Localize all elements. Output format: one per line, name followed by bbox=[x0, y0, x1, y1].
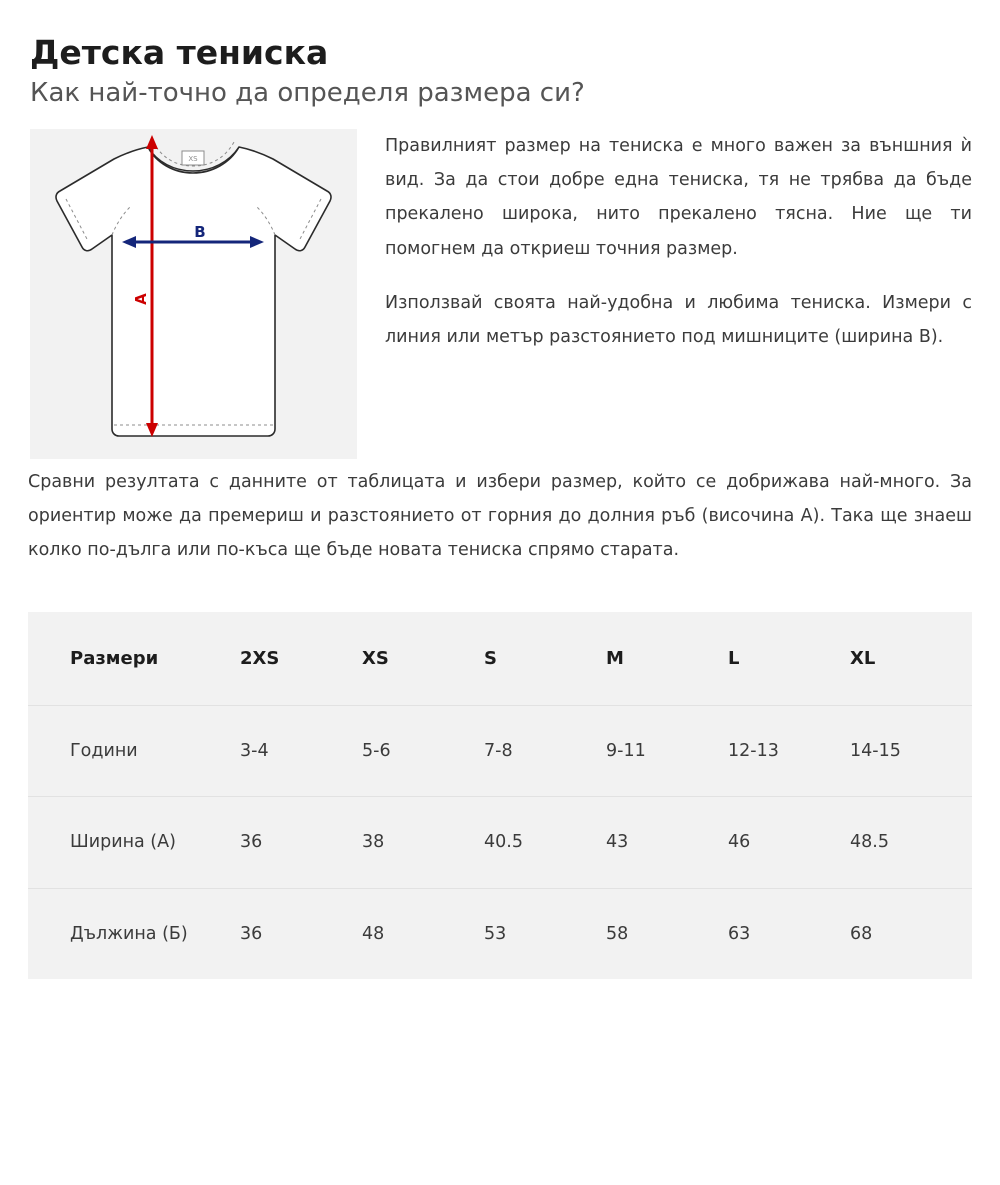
page-title: Детска тениска bbox=[30, 33, 329, 72]
table-row bbox=[28, 797, 972, 889]
cell-years-l: 12-13 bbox=[728, 705, 850, 797]
column-header-xs: XS bbox=[362, 612, 484, 706]
intro-paragraph-3: Сравни резултата с данните от таблицата и избери размер, който се добрижава най-много. За ориентир може да премериш и разстоянието от горния до долния ръб (височина А). Така ще знаеш колко по-дълга или по-къса ще бъде новата тениска спрямо старата. bbox=[28, 472, 972, 561]
size-table bbox=[28, 612, 972, 980]
tshirt-measure-diagram bbox=[30, 129, 357, 459]
cell-width-l: 46 bbox=[728, 797, 850, 889]
column-header-l: L bbox=[728, 612, 850, 706]
table-row bbox=[28, 888, 972, 979]
svg-text:XS: XS bbox=[188, 155, 198, 164]
intro-paragraph-2: Използвай своята най-удобна и любима тениска. Измери с линия или метър разстоянието под мишниците (ширина B). bbox=[385, 292, 972, 347]
intro-paragraph-1: Правилният размер на тениска е много важен за външния ѝ вид. За да стои добре една тениска, тя не трябва да бъде прекалено широка, нито прекалено тясна. Ние ще ти помогнем да откриеш точния размер. bbox=[385, 136, 972, 259]
tshirt-diagram-icon bbox=[30, 129, 357, 459]
page-subtitle: Как най-точно да определя размера си? bbox=[30, 77, 585, 108]
cell-length-xl: 68 bbox=[850, 888, 972, 979]
cell-length-l: 63 bbox=[728, 888, 850, 979]
cell-years-xl: 14-15 bbox=[850, 705, 972, 797]
cell-length-s: 53 bbox=[484, 888, 606, 979]
size-table-wrapper bbox=[28, 612, 972, 980]
width-label-b: B bbox=[194, 223, 206, 242]
cell-length-2xs: 36 bbox=[240, 888, 362, 979]
cell-length-xs: 48 bbox=[362, 888, 484, 979]
column-header-xl: XL bbox=[850, 612, 972, 706]
cell-width-xl: 48.5 bbox=[850, 797, 972, 889]
row-label-width: Ширина (А) bbox=[28, 797, 240, 889]
cell-width-xs: 38 bbox=[362, 797, 484, 889]
cell-years-2xs: 3-4 bbox=[240, 705, 362, 797]
cell-years-xs: 5-6 bbox=[362, 705, 484, 797]
bottom-spacer bbox=[28, 979, 972, 1019]
row-label-length: Дължина (Б) bbox=[28, 888, 240, 979]
size-table-body bbox=[28, 705, 972, 979]
intro-paragraphs bbox=[385, 129, 972, 354]
cell-length-m: 58 bbox=[606, 888, 728, 979]
cell-years-s: 7-8 bbox=[484, 705, 606, 797]
column-header-s: S bbox=[484, 612, 606, 706]
cell-years-m: 9-11 bbox=[606, 705, 728, 797]
column-header-m: M bbox=[606, 612, 728, 706]
column-header-sizes: Размери bbox=[28, 612, 240, 706]
cell-width-m: 43 bbox=[606, 797, 728, 889]
intro-section bbox=[28, 129, 972, 354]
table-header-row bbox=[28, 612, 972, 706]
height-label-a: A bbox=[132, 293, 150, 305]
column-header-2xs: 2XS bbox=[240, 612, 362, 706]
cell-width-2xs: 36 bbox=[240, 797, 362, 889]
cell-width-s: 40.5 bbox=[484, 797, 606, 889]
size-table-head bbox=[28, 612, 972, 706]
row-label-years: Години bbox=[28, 705, 240, 797]
table-row bbox=[28, 705, 972, 797]
